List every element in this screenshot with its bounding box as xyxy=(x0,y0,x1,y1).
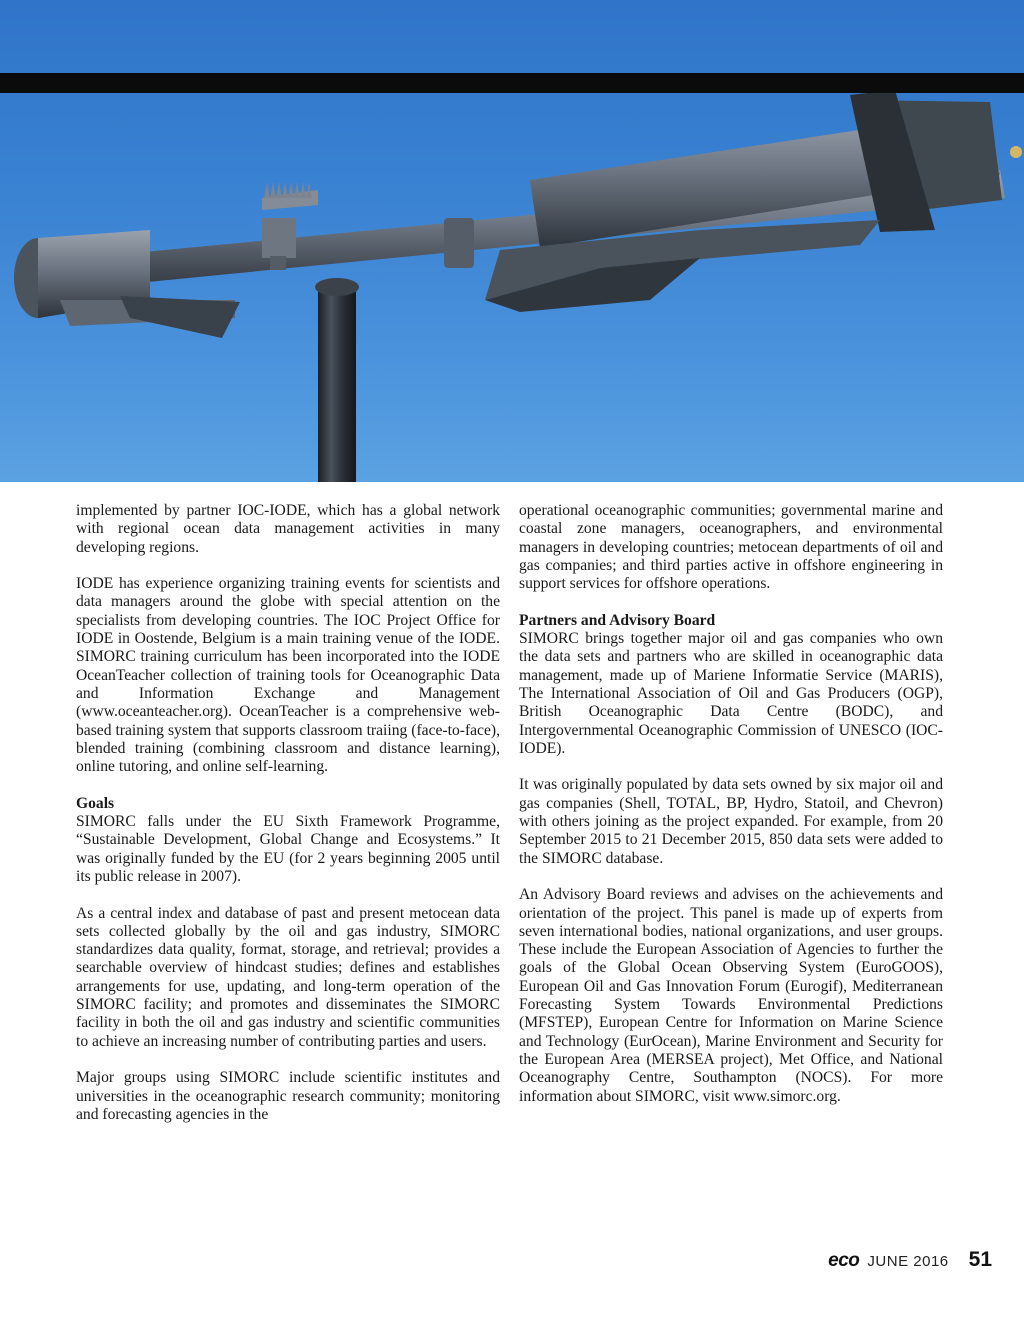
page-number: 51 xyxy=(968,1248,992,1271)
magazine-brand: eco xyxy=(828,1250,860,1271)
top-black-bar xyxy=(0,73,1024,93)
right-column xyxy=(519,502,943,1106)
right-paragraph-1: operational oceanographic communities; governmental marine and coastal zone managers, oceanographers, and environmental managers in developing countries; metocean departments of oil and gas companies; and third parties active in offshore engineering in support services for offshore operations. xyxy=(519,502,943,593)
page-footer xyxy=(828,1248,992,1272)
right-paragraph-3: It was originally populated by data sets owned by six major oil and gas companies (Shell, TOTAL, BP, Hydro, Statoil, and Chevron) with others joining as the project expanded. For example, from 20 September 2015 to 21 December 2015, 850 data sets were added to the SIMORC database. xyxy=(519,776,943,867)
left-column xyxy=(76,502,500,1124)
left-paragraph-4: As a central index and database of past and present metocean data sets collected globally by the oil and gas industry, SIMORC standardizes data quality, format, storage, and retrieval; provides a searchable overview of hindcast studies; defines and establishes arrangements for use, updating, and long-term operation of the SIMORC facility; and promotes and disseminates the SIMORC facility in both the oil and gas industry and scientific communities to achieve an increasing number of contributing parties and users. xyxy=(76,904,500,1050)
right-paragraph-4: An Advisory Board reviews and advises on the achievements and orientation of the project. This panel is made up of experts from seven international bodies, national organizations, and user groups. These include the European Association of Agencies to further the goals of the Global Ocean Observing System (EuroGOOS), European Oil and Gas Innovation Forum (Eurogif), Mediterranean Forecasting System Towards Environmental Predictions (MFSTEP), European Centre for Information on Marine Science and Technology (EurOcean), Marine Environment and Security for the European Area (MERSEA project), Met Office, and National Oceanography Centre, Southampton (NOCS). For more information about SIMORC, visit www.simorc.org. xyxy=(519,886,943,1105)
left-paragraph-1: implemented by partner IOC-IODE, which has a global network with regional ocean data management activities in many developing regions. xyxy=(76,502,500,556)
header-photo xyxy=(0,0,1024,482)
goals-heading: Goals xyxy=(76,794,115,812)
right-sensor-housing xyxy=(485,90,1002,312)
left-paragraph-3: SIMORC falls under the EU Sixth Framework Programme, “Sustainable Development, Global Change and Ecosystems.” It was originally funded by the EU (for 2 years beginning 2005 until its public release in 2007). xyxy=(76,813,500,885)
left-paragraph-2: IODE has experience organizing training events for scientists and data managers around the globe with special attention on the specialists from developing countries. The IOC Project Office for IODE in Oostende, Belgium is a main training venue of the IODE. SIMORC training curriculum has been incorporated into the IODE OceanTeacher collection of training tools for Oceanographic Data and Information Exchange and Management (www.oceanteacher.org). OceanTeacher is a comprehensive web-based training system that supports classroom traiing (face-to-face), blended training (combining classroom and distance learning), online tutoring, and online self-learning. xyxy=(76,575,500,776)
right-paragraph-2: SIMORC brings together major oil and gas companies who own the data sets and partners who are skilled in oceanographic data management, made up of Mariene Informatie Service (MARIS), The International Association of Oil and Gas Producers (OGP), British Oceanographic Data Centre (BODC), and Intergovernmental Oceanographic Commission of UNESCO (IOC-IODE). xyxy=(519,630,943,757)
partners-heading: Partners and Advisory Board xyxy=(519,611,716,629)
mast-pole xyxy=(318,285,356,482)
left-paragraph-5: Major groups using SIMORC include scientific institutes and universities in the oceanographic research community; monitoring and forecasting agencies in the xyxy=(76,1069,500,1123)
issue-date: JUNE 2016 xyxy=(867,1253,949,1270)
arm-clamp xyxy=(444,218,474,268)
